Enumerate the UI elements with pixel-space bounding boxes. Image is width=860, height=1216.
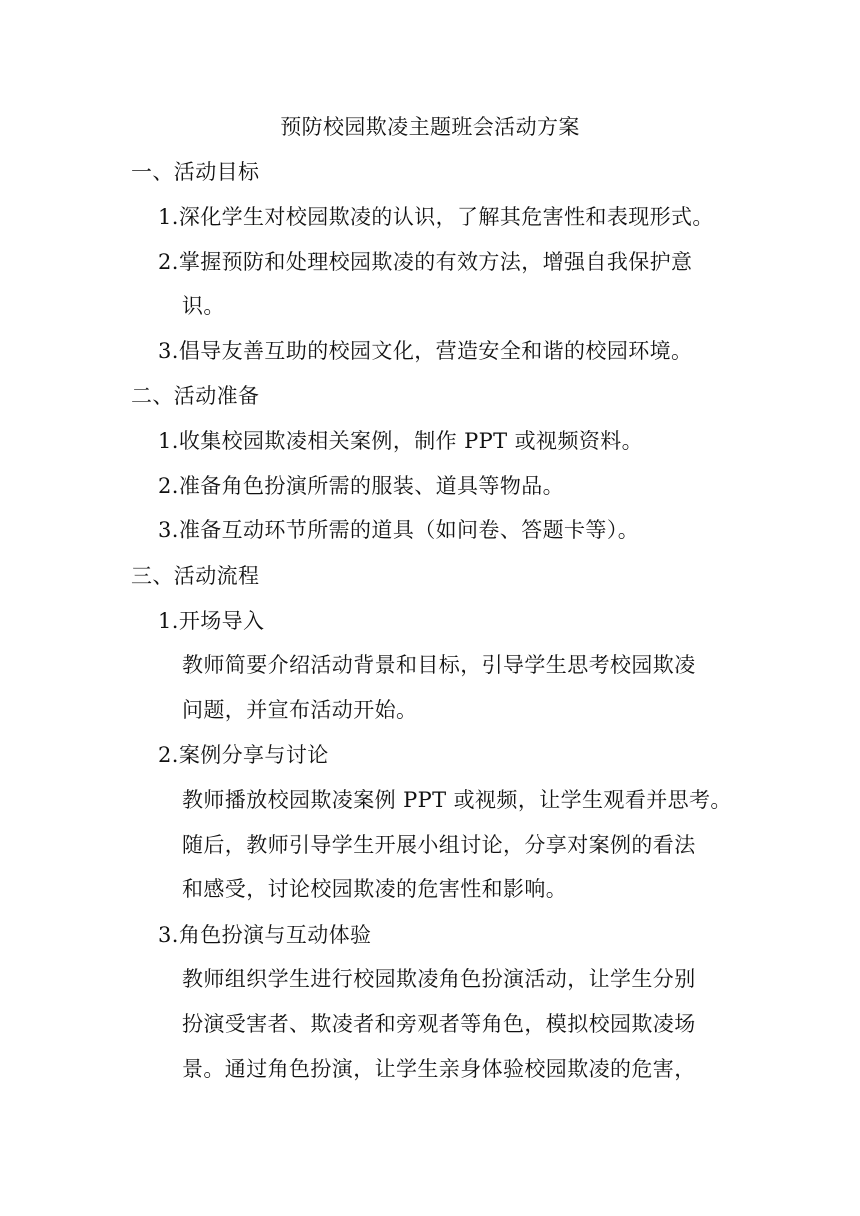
step-2-body-line: 随后，教师引导学生开展小组讨论，分享对案例的看法 — [182, 833, 696, 857]
step-3-label: 3.角色扮演与互动体验 — [158, 923, 372, 947]
step-2-body-line: 和感受，讨论校园欺凌的危害性和影响。 — [182, 877, 568, 901]
step-3-body-line: 教师组织学生进行校园欺凌角色扮演活动，让学生分别 — [182, 967, 696, 991]
prep-item-2: 2.准备角色扮演所需的服装、道具等物品。 — [158, 474, 565, 498]
step-2-body-line: 教师播放校园欺凌案例 PPT 或视频，让学生观看并思考。 — [182, 788, 732, 812]
section-heading-goals: 一、活动目标 — [131, 160, 260, 184]
step-3-body-line: 扮演受害者、欺凌者和旁观者等角色，模拟校园欺凌场 — [182, 1012, 696, 1036]
goal-item-2: 2.掌握预防和处理校园欺凌的有效方法，增强自我保护意 — [158, 250, 693, 274]
section-heading-preparation: 二、活动准备 — [131, 384, 260, 408]
goal-item-2-continued: 识。 — [182, 294, 225, 318]
goal-item-3: 3.倡导友善互助的校园文化，营造安全和谐的校园环境。 — [158, 339, 693, 363]
section-heading-process: 三、活动流程 — [131, 564, 260, 588]
step-3-body-line: 景。通过角色扮演，让学生亲身体验校园欺凌的危害， — [182, 1057, 696, 1081]
step-1-body-line: 教师简要介绍活动背景和目标，引导学生思考校园欺凌 — [182, 653, 696, 677]
step-1-label: 1.开场导入 — [158, 609, 265, 633]
goal-item-1: 1.深化学生对校园欺凌的认识，了解其危害性和表现形式。 — [158, 205, 714, 229]
prep-item-3: 3.准备互动环节所需的道具（如问卷、答题卡等）。 — [158, 518, 640, 542]
step-2-label: 2.案例分享与讨论 — [158, 743, 329, 767]
prep-item-1: 1.收集校园欺凌相关案例，制作 PPT 或视频资料。 — [158, 429, 644, 453]
step-1-body-line: 问题，并宣布活动开始。 — [182, 698, 418, 722]
document-title: 预防校园欺凌主题班会活动方案 — [280, 115, 580, 139]
